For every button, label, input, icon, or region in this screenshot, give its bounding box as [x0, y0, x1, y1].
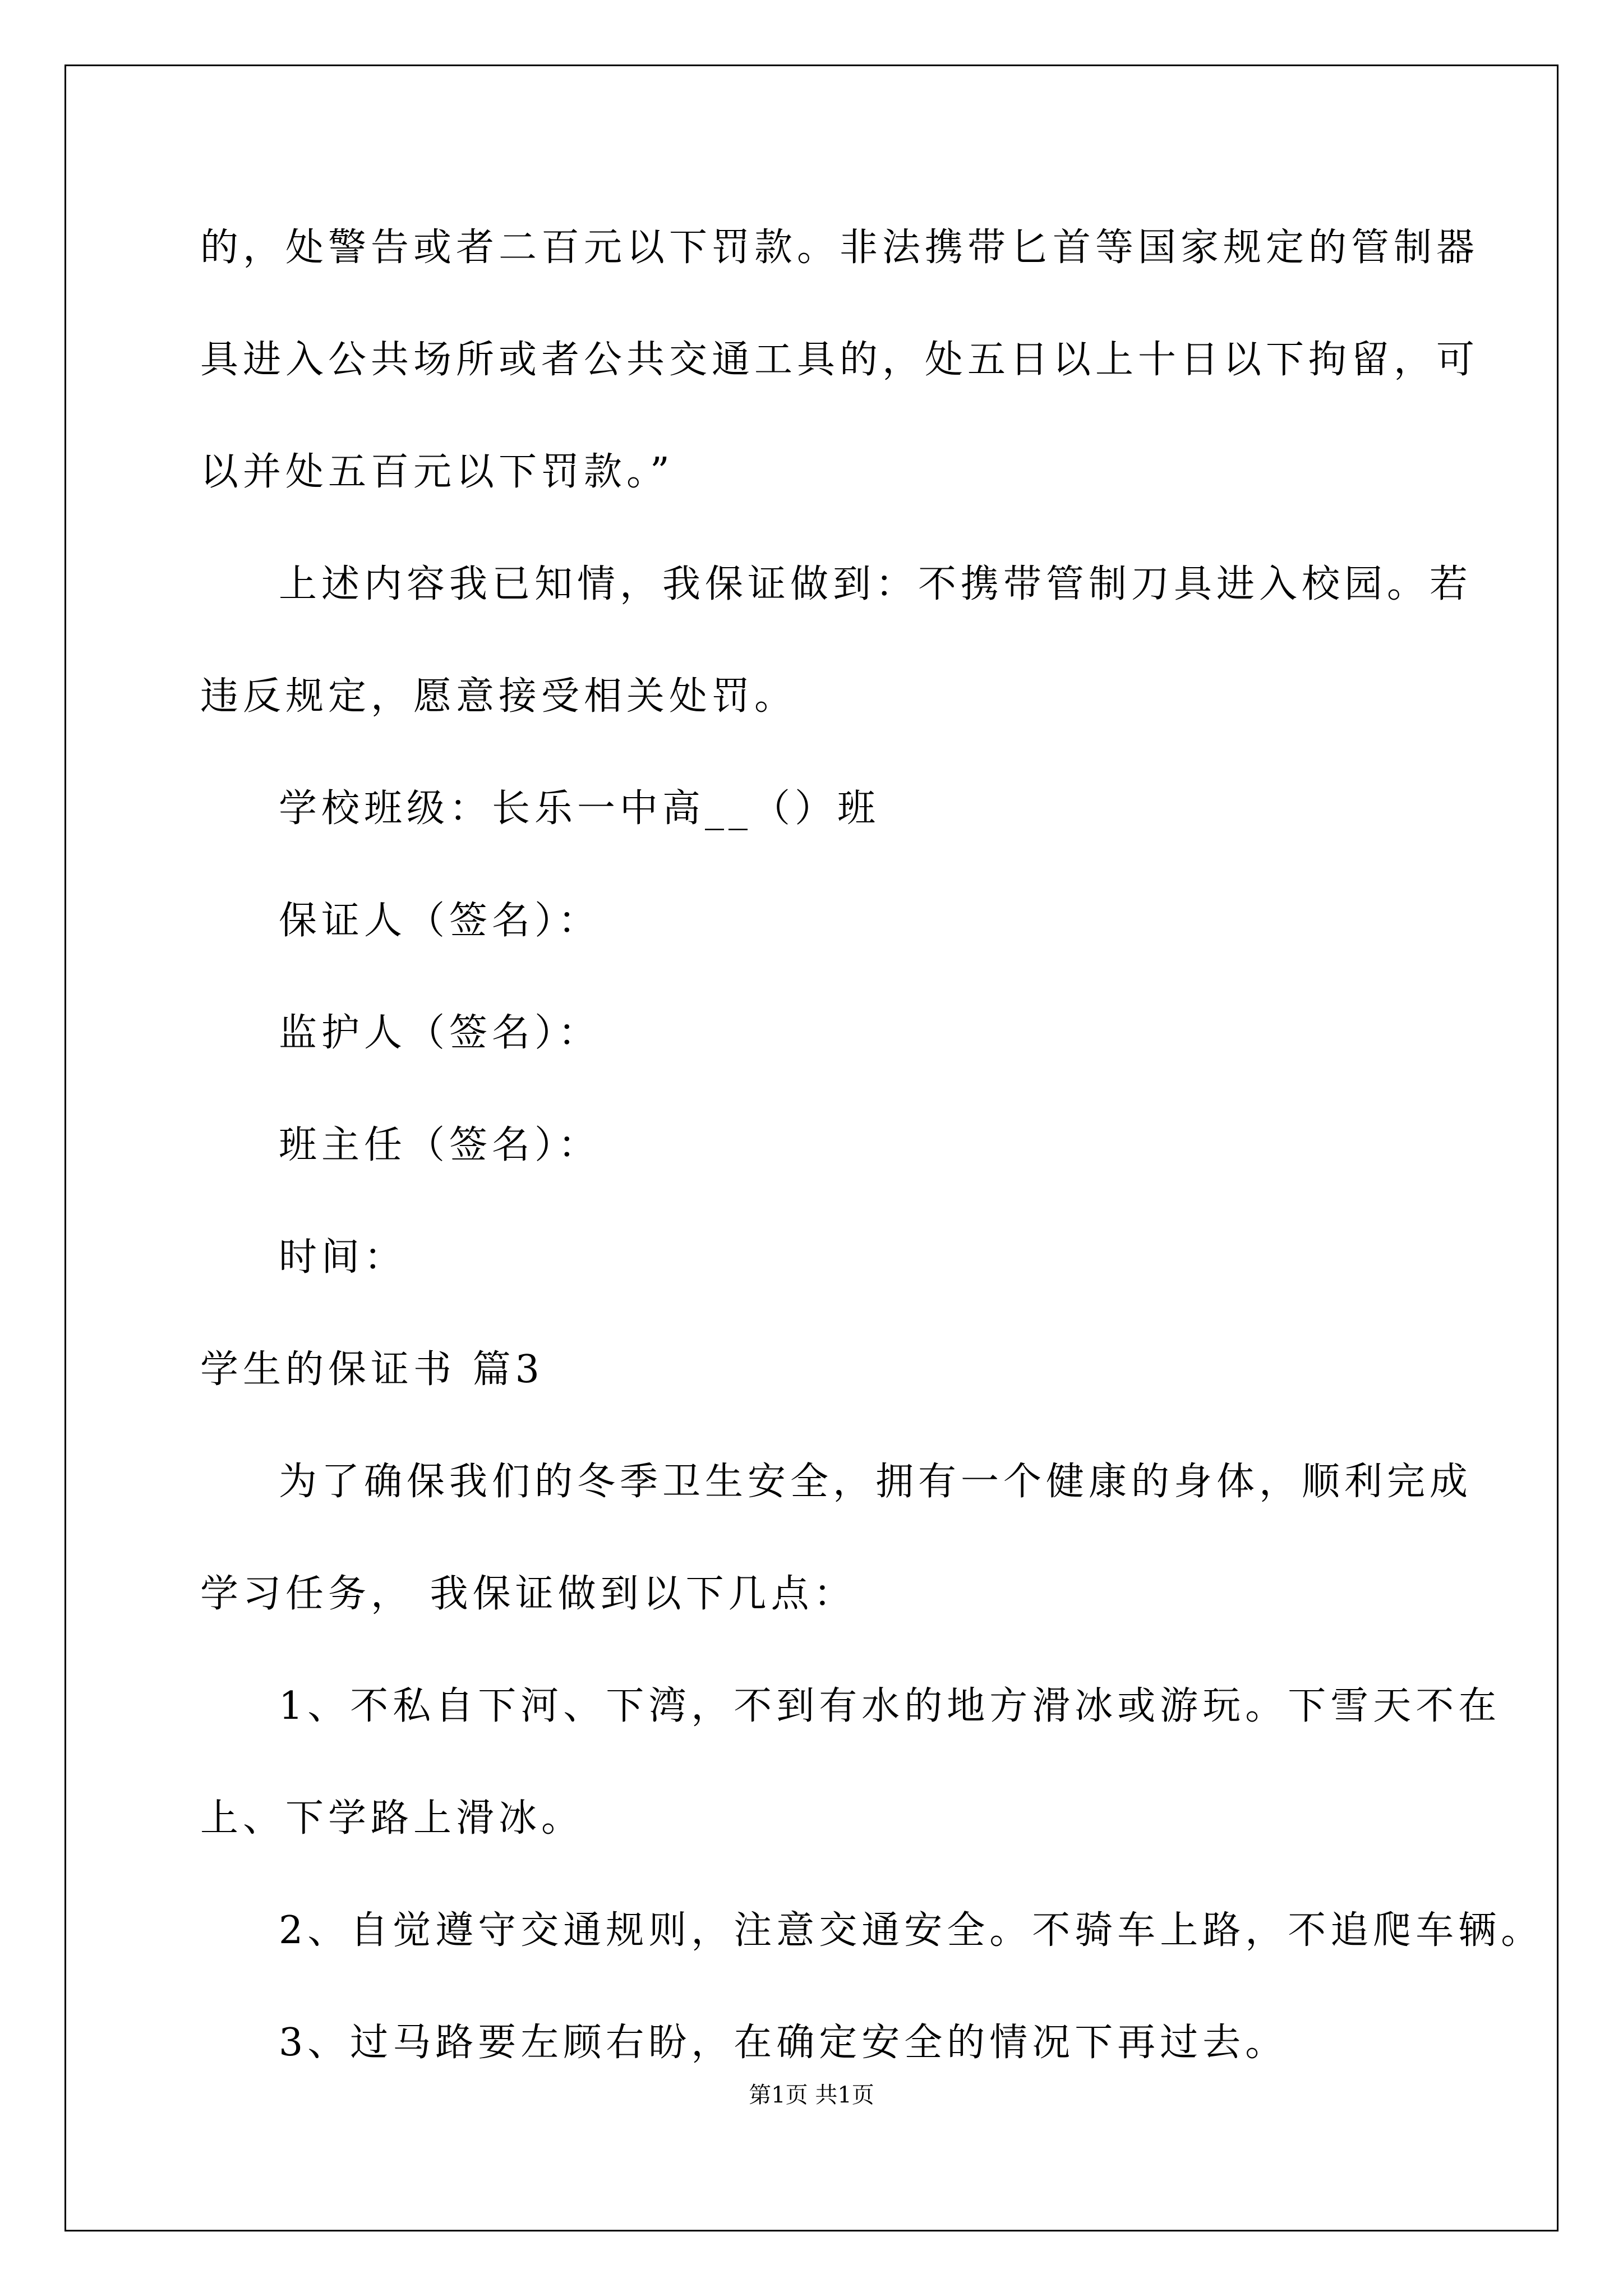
list-item: 3、过马路要左顾右盼，在确定安全的情况下再过去。	[279, 2021, 1288, 2065]
teacher-signature-line: 班主任（签名）：	[279, 1123, 601, 1167]
guarantor-signature-line: 保证人（签名）：	[279, 899, 601, 943]
page-footer: 第1页 共1页	[749, 2082, 874, 2108]
section-heading: 学生的保证书 篇3	[200, 1347, 544, 1392]
text-line: 上述内容我已知情，我保证做到：不携带管制刀具进入校园。若	[279, 562, 1473, 606]
guardian-signature-line: 监护人（签名）：	[279, 1011, 601, 1055]
list-item: 1、不私自下河、下湾，不到有水的地方滑冰或游玩。下雪天不在	[279, 1684, 1501, 1728]
text-line: 以并处五百元以下罚款。”	[200, 450, 674, 494]
text-line: 为了确保我们的冬季卫生安全，拥有一个健康的身体，顺利完成	[279, 1460, 1473, 1504]
text-line: 学习任务， 我保证做到以下几点：	[200, 1572, 856, 1616]
class-field-line: 学校班级：长乐一中高__（）班	[279, 786, 880, 831]
date-line: 时间：	[279, 1235, 407, 1280]
text-line: 的，处警告或者二百元以下罚款。非法携带匕首等国家规定的管制器	[200, 226, 1479, 270]
text-line: 违反规定，愿意接受相关处罚。	[200, 674, 797, 719]
document-body	[200, 220, 1544, 2127]
list-item: 2、自觉遵守交通规则，注意交通安全。不骑车上路，不追爬车辆。	[279, 1908, 1544, 1953]
text-line: 上、下学路上滑冰。	[200, 1796, 584, 1841]
text-line: 具进入公共场所或者公共交通工具的，处五日以上十日以下拘留，可	[200, 338, 1479, 382]
